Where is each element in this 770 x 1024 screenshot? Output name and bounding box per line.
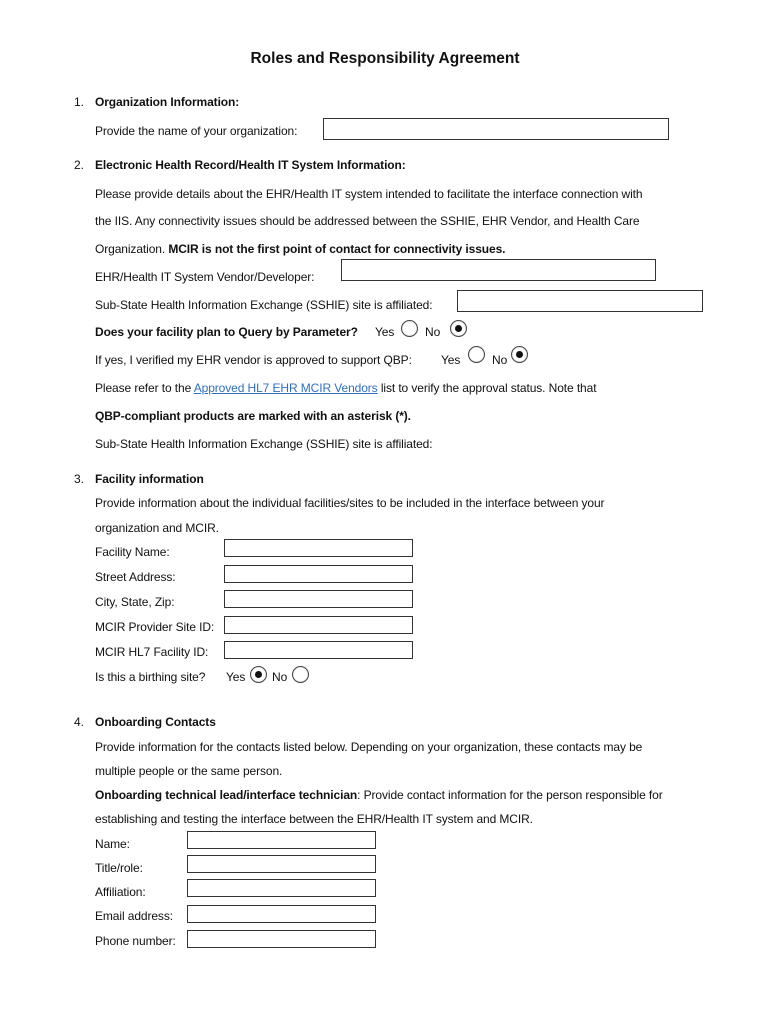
qbp-question: Does your facility plan to Query by Parameter? [95, 325, 358, 339]
refer-prefix: Please refer to the [95, 381, 194, 395]
verify-yes-label: Yes [441, 353, 461, 367]
qbp-yes-radio[interactable] [401, 320, 418, 337]
verify-no-radio[interactable] [511, 346, 528, 363]
contact-name-label: Name: [95, 837, 130, 851]
street-address-input[interactable] [224, 565, 413, 583]
verify-yes-radio[interactable] [468, 346, 485, 363]
section-1-number: 1. [74, 95, 84, 109]
org-name-label: Provide the name of your organization: [95, 124, 298, 138]
facility-name-input[interactable] [224, 539, 413, 557]
section-1-heading: Organization Information: [95, 95, 240, 109]
sshie-label: Sub-State Health Information Exchange (SSHIE) site is affiliated: [95, 298, 433, 312]
org-name-input[interactable] [323, 118, 669, 140]
technical-lead-rest: : Provide contact information for the person responsible for [357, 788, 663, 802]
qbp-no-radio[interactable] [450, 320, 467, 337]
section-3-heading: Facility information [95, 472, 204, 486]
city-state-zip-label: City, State, Zip: [95, 595, 175, 609]
section-2-paragraph-line2: the IIS. Any connectivity issues should be addressed between the SSHIE, EHR Vendor, and Health Care [95, 214, 640, 228]
contact-title-input[interactable] [187, 855, 376, 873]
city-state-zip-input[interactable] [224, 590, 413, 608]
contact-affiliation-input[interactable] [187, 879, 376, 897]
section-2-paragraph-line1: Please provide details about the EHR/Health IT system intended to facilitate the interface connection with [95, 187, 643, 201]
qbp-yes-label: Yes [375, 325, 395, 339]
section-4-heading: Onboarding Contacts [95, 715, 216, 729]
technical-lead-title: Onboarding technical lead/interface technician [95, 788, 358, 802]
mcir-not-contact-note: MCIR is not the first point of contact for connectivity issues. [168, 242, 506, 256]
contact-name-input[interactable] [187, 831, 376, 849]
section-3-number: 3. [74, 472, 84, 486]
qbp-asterisk-note: QBP-compliant products are marked with an asterisk (*). [95, 409, 411, 423]
section-4-number: 4. [74, 715, 84, 729]
street-address-label: Street Address: [95, 570, 176, 584]
section-3-paragraph-line1: Provide information about the individual facilities/sites to be included in the interface between your [95, 496, 605, 510]
section-2-paragraph-line3 [95, 242, 505, 256]
section-2-heading: Electronic Health Record/Health IT System Information: [95, 158, 406, 172]
birthing-yes-radio[interactable] [250, 666, 267, 683]
hl7-facility-id-label: MCIR HL7 Facility ID: [95, 645, 209, 659]
section-2-number: 2. [74, 158, 84, 172]
birthing-yes-label: Yes [226, 670, 246, 684]
vendor-label: EHR/Health IT System Vendor/Developer: [95, 270, 315, 284]
contact-email-label: Email address: [95, 909, 173, 923]
section-4-paragraph-line2: multiple people or the same person. [95, 764, 283, 778]
refer-suffix: list to verify the approval status. Note that [377, 381, 597, 395]
technical-lead-line2: establishing and testing the interface between the EHR/Health IT system and MCIR. [95, 812, 533, 826]
section-3-paragraph-line2: organization and MCIR. [95, 521, 219, 535]
vendor-input[interactable] [341, 259, 656, 281]
sshie-label-2: Sub-State Health Information Exchange (SSHIE) site is affiliated: [95, 437, 433, 451]
refer-text [95, 381, 596, 395]
section-4-paragraph-line1: Provide information for the contacts listed below. Depending on your organization, these contacts may be [95, 740, 643, 754]
contact-affiliation-label: Affiliation: [95, 885, 146, 899]
provider-site-id-label: MCIR Provider Site ID: [95, 620, 215, 634]
contact-phone-label: Phone number: [95, 934, 176, 948]
facility-name-label: Facility Name: [95, 545, 170, 559]
approved-vendors-link[interactable]: Approved HL7 EHR MCIR Vendors [193, 381, 378, 395]
section-2-paragraph-line3-normal: Organization. [95, 242, 169, 256]
qbp-no-label: No [425, 325, 441, 339]
contact-title-label: Title/role: [95, 861, 143, 875]
birthing-no-radio[interactable] [292, 666, 309, 683]
provider-site-id-input[interactable] [224, 616, 413, 634]
page-title: Roles and Responsibility Agreement [250, 50, 520, 67]
sshie-input[interactable] [457, 290, 703, 312]
contact-phone-input[interactable] [187, 930, 376, 948]
birthing-question: Is this a birthing site? [95, 670, 206, 684]
technical-lead-description [95, 788, 663, 802]
contact-email-input[interactable] [187, 905, 376, 923]
verify-no-label: No [492, 353, 508, 367]
birthing-no-label: No [272, 670, 288, 684]
verify-question: If yes, I verified my EHR vendor is approved to support QBP: [95, 353, 412, 367]
hl7-facility-id-input[interactable] [224, 641, 413, 659]
